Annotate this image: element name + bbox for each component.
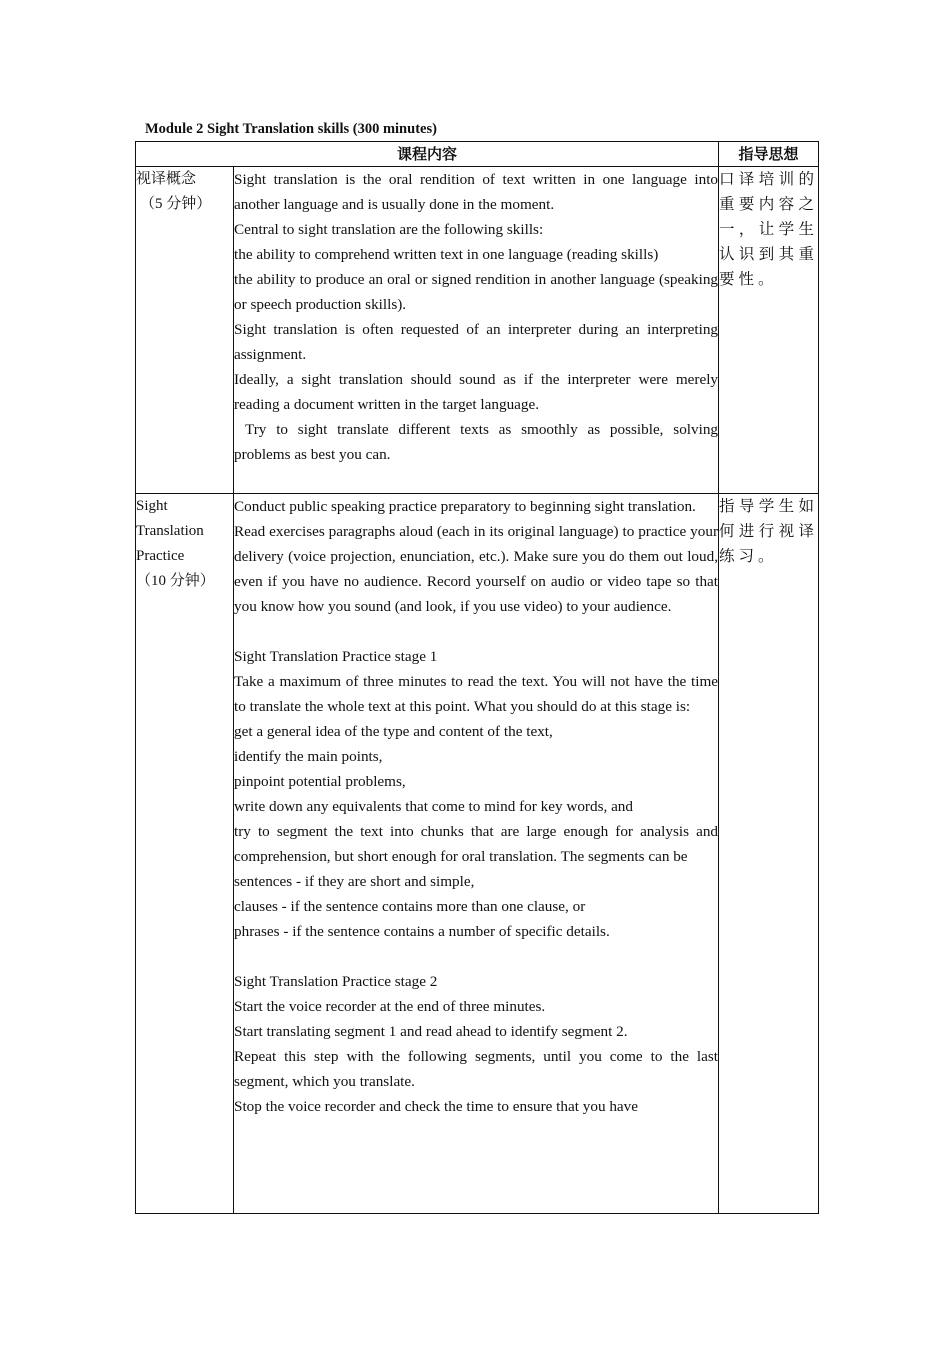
content-paragraph: try to segment the text into chunks that are large enough for analysis and comprehension, but short enough for oral translation. The segments can be <box>234 823 719 865</box>
content-paragraph: Try to sight translate different texts as smoothly as possible, solving problems as best you can. <box>234 421 719 463</box>
module-title: Module 2 Sight Translation skills (300 minutes) <box>145 121 437 137</box>
content-paragraph: pinpoint potential problems, <box>234 773 406 790</box>
content-paragraph: Start translating segment 1 and read ahead to identify segment 2. <box>234 1023 628 1040</box>
content-paragraph: write down any equivalents that come to mind for key words, and <box>234 798 633 815</box>
header-guiding-idea: 指导思想 <box>719 142 819 167</box>
content-paragraph: the ability to produce an oral or signed rendition in another language (speaking or speech production skills). <box>234 271 719 313</box>
content-paragraph: Start the voice recorder at the end of three minutes. <box>234 998 546 1015</box>
header-course-content: 课程内容 <box>136 142 719 167</box>
guide-cell: 指导学生如何进行视译练习。 <box>719 494 819 1214</box>
topic-line: Sight <box>136 498 168 514</box>
content-paragraph: Read exercises paragraphs aloud (each in its original language) to practice your delivery (voice projection, enunciation, etc.). Make sure you do them out loud, even if you have no audience. Record yourself on audio or video tape so that you know how you sound (and look, if you use video) to your audience. <box>234 523 719 615</box>
content-paragraph: Conduct public speaking practice preparatory to beginning sight translation. <box>234 498 696 515</box>
content-paragraph: Ideally, a sight translation should sound as if the interpreter were merely reading a document written in the target language. <box>234 371 719 413</box>
content-paragraph: Stop the voice recorder and check the time to ensure that you have <box>234 1098 639 1115</box>
topic-line: 视译概念 <box>136 171 197 187</box>
syllabus-table <box>135 141 819 1214</box>
content-paragraph: identify the main points, <box>234 748 383 765</box>
content-paragraph: Sight Translation Practice stage 2 <box>234 973 438 990</box>
content-paragraph: the ability to comprehend written text in one language (reading skills) <box>234 246 659 263</box>
content-paragraph: phrases - if the sentence contains a number of specific details. <box>234 923 610 940</box>
blank-line <box>234 944 718 969</box>
content-paragraph: Sight translation is the oral rendition of text written in one language into another language and is usually done in the moment. <box>234 171 719 213</box>
blank-line <box>234 619 718 644</box>
content-paragraph: get a general idea of the type and content of the text, <box>234 723 553 740</box>
content-paragraph: Take a maximum of three minutes to read the text. You will not have the time to translate the whole text at this point. What you should do at this stage is: <box>234 673 719 715</box>
topic-cell <box>136 167 234 494</box>
content-paragraph: clauses - if the sentence contains more than one clause, or <box>234 898 586 915</box>
topic-line: （10 分钟） <box>136 573 215 589</box>
content-paragraph: Repeat this step with the following segments, until you come to the last segment, which you translate. <box>234 1048 719 1090</box>
content-paragraph: Sight translation is often requested of an interpreter during an interpreting assignment. <box>234 321 719 363</box>
table-header-row <box>136 142 819 167</box>
table-row <box>136 167 819 494</box>
content-paragraph: sentences - if they are short and simple, <box>234 873 475 890</box>
content-paragraph: Central to sight translation are the following skills: <box>234 221 544 238</box>
topic-line: Practice <box>136 548 185 564</box>
topic-line: （5 分钟） <box>140 196 212 212</box>
guide-cell: 口译培训的重要内容之一，让学生认识到其重要性。 <box>719 167 819 494</box>
table-row <box>136 494 819 1214</box>
content-paragraph: Sight Translation Practice stage 1 <box>234 648 438 665</box>
content-cell <box>234 494 719 1214</box>
topic-line: Translation <box>136 523 204 539</box>
content-cell <box>234 167 719 494</box>
topic-cell <box>136 494 234 1214</box>
